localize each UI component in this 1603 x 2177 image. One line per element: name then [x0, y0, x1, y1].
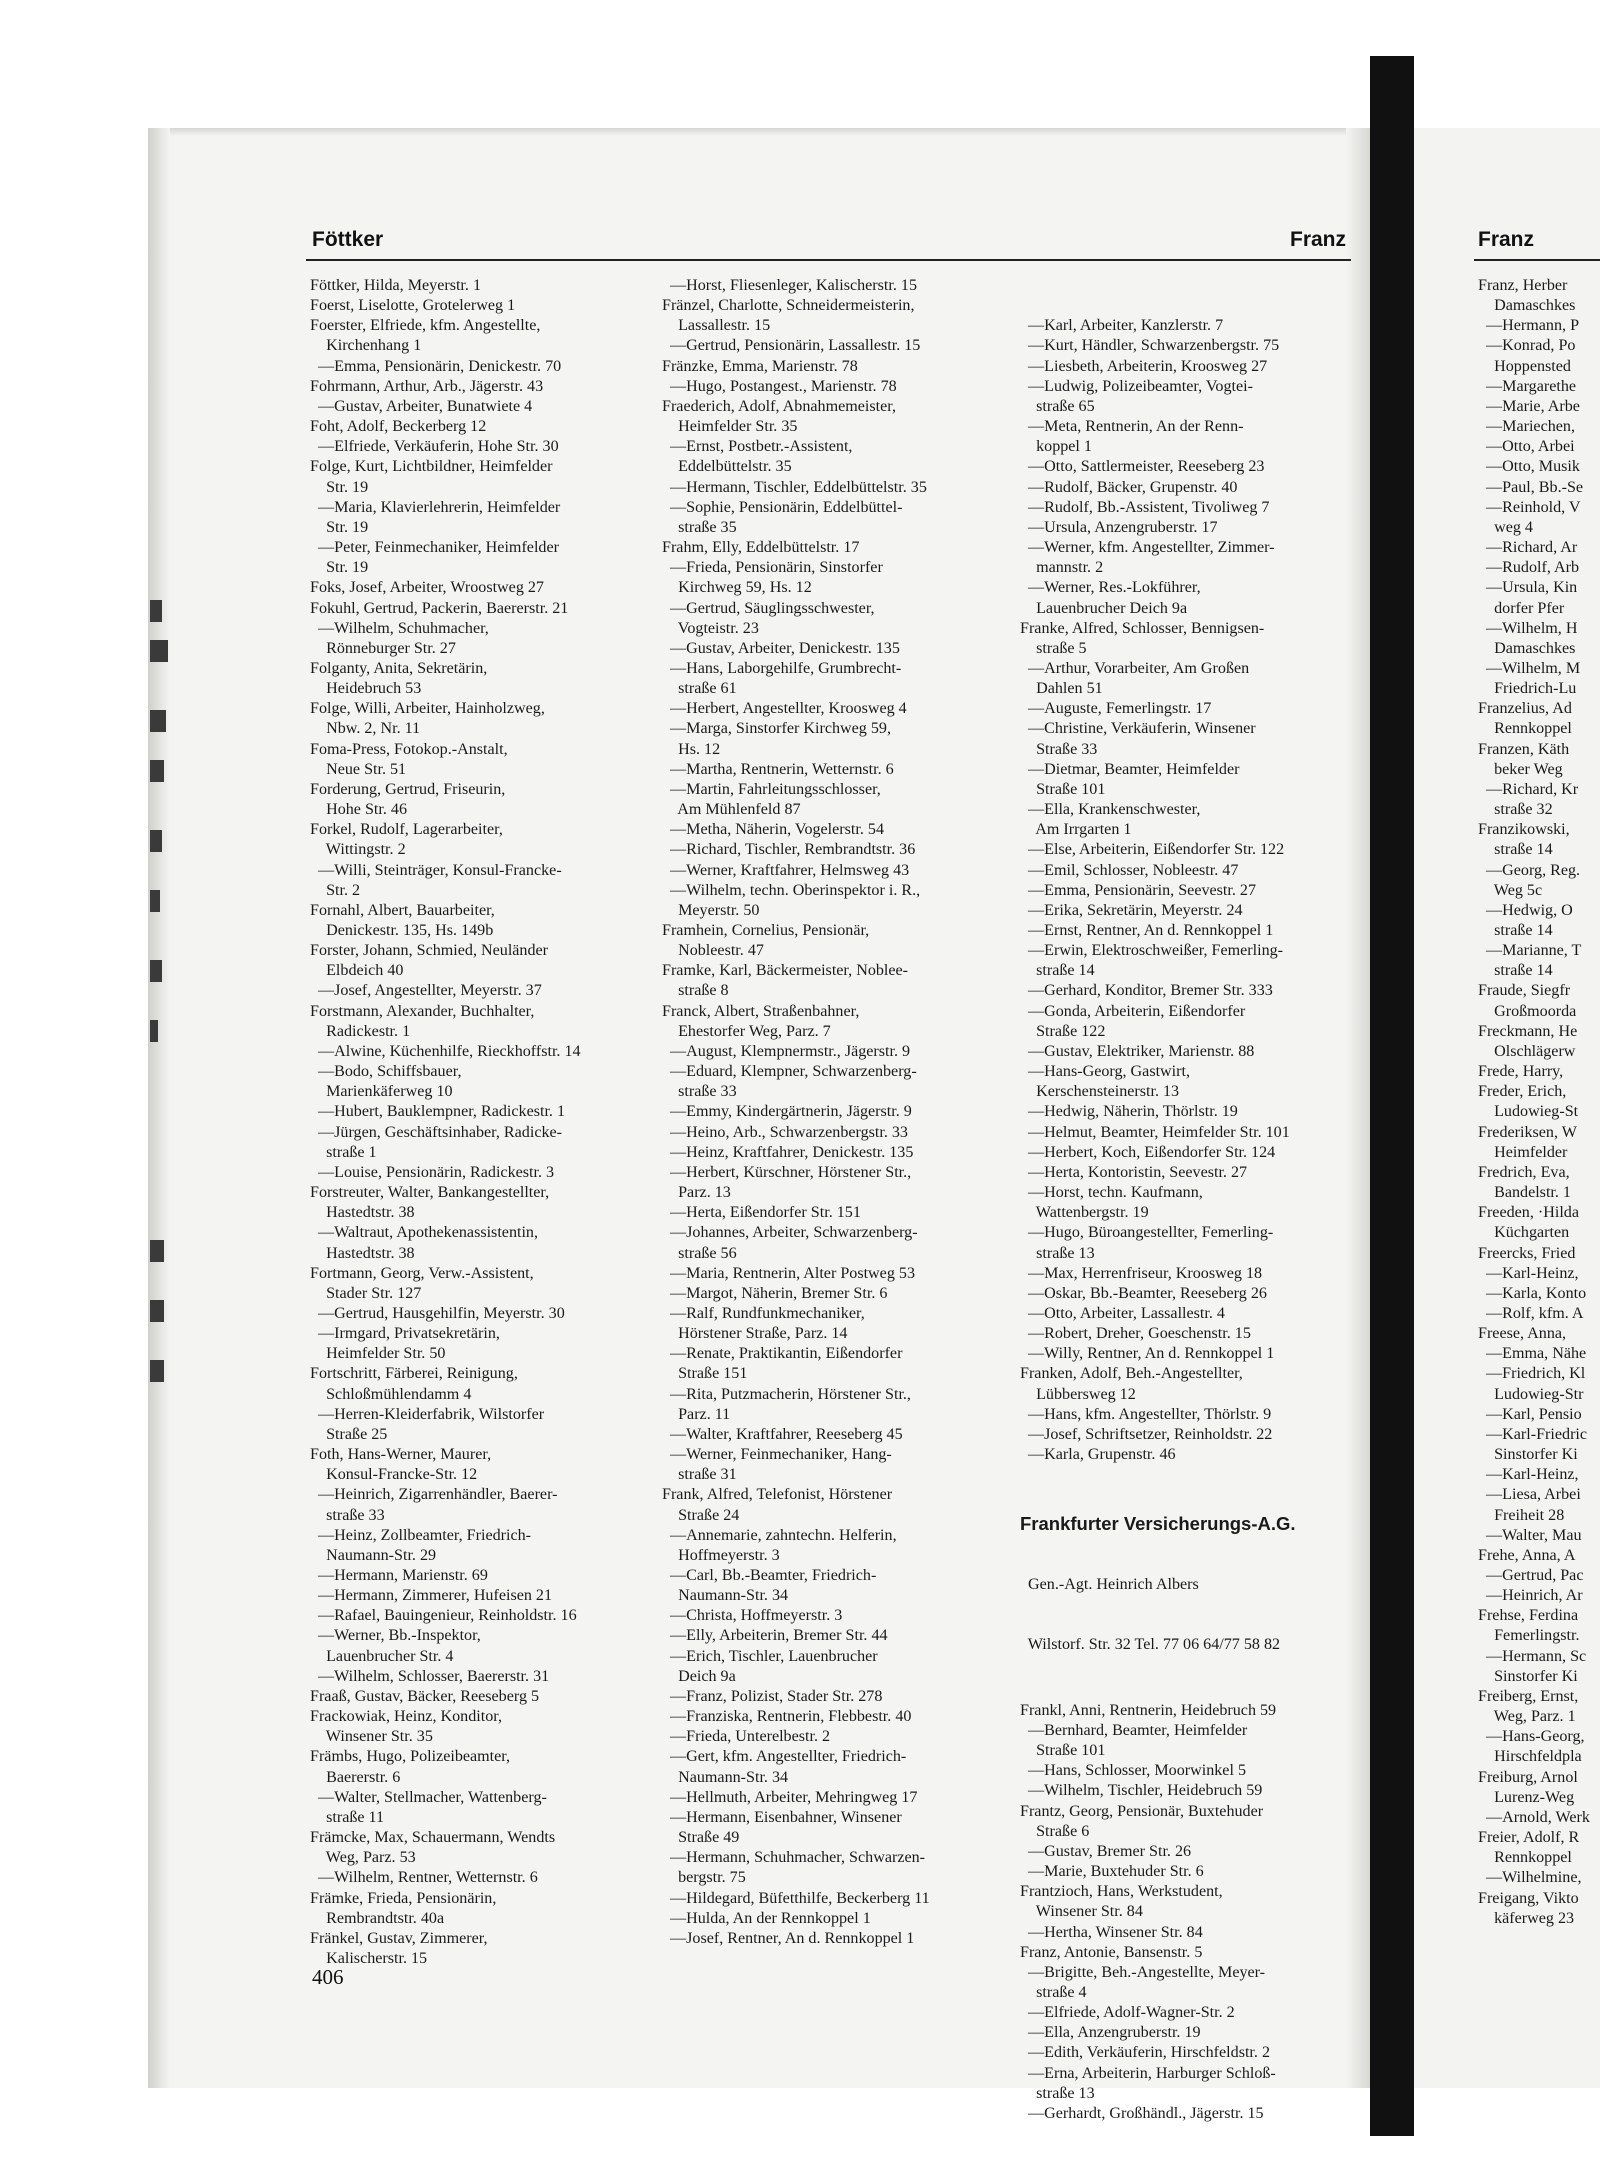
directory-column-1: Föttker, Hilda, Meyerstr. 1 Foerst, Liselotte, Grotelerweg 1 Foerster, Elfriede, kfm. Angestellte, Kirchenhang 1 —Emma, Pensionärin, Denickestr. 70 Fohrmann, Arthur, Arb., Jägerstr. 43 —Gustav, Arbeiter, Bunatwiete 4 Foht, Adolf, Beckerberg 12 —Elfriede, Verkäuferin, Hohe Str. 30 Folge, Kurt, Lichtbildner, Heimfelder Str. 19 —Maria, Klavierlehrerin, Heimfelder Str. 19 —Peter, Feinmechaniker, Heimfelder Str. 19 Foks, Josef, Arbeiter, Wroostweg 27 Fokuhl, Gertrud, Packerin, Baererstr. 21 —Wilhelm, Schuhmacher, Rönneburger Str. 27 Folganty, Anita, Sekretärin, Heidebruch 53 Folge, Willi, Arbeiter, Hainholzweg, Nbw. 2, Nr. 11 Foma-Press, Fotokop.-Anstalt, Neue Str. 51 Forderung, Gertrud, Friseurin, Hohe Str. 46 Forkel, Rudolf, Lagerarbeiter, Wittingstr. 2 —Willi, Steinträger, Konsul-Francke- Str. 2 Fornahl, Albert, Bauarbeiter, Denickestr. 135, Hs. 149b Forster, Johann, Schmied, Neuländer Elbdeich 40 —Josef, Angestellter, Meyerstr. 37 Forstmann, Alexander, Buchhalter, Radickestr. 1 —Alwine, Küchenhilfe, Rieckhoffstr. 14 —Bodo, Schiffsbauer, Marienkäferweg 10 —Hubert, Bauklempner, Radickestr. 1 —Jürgen, Geschäftsinhaber, Radicke- straße 1 —Louise, Pensionärin, Radickestr. 3 Forstreuter, Walter, Bankangestellter, Hastedtstr. 38 —Waltraut, Apothekenassistentin, Hastedtstr. 38 Fortmann, Georg, Verw.-Assistent, Stader Str. 127 —Gertrud, Hausgehilfin, Meyerstr. 30 —Irmgard, Privatsekretärin, Heimfelder Str. 50 Fortschritt, Färberei, Reinigung, Schloßmühlendamm 4 —Herren-Kleiderfabrik, Wilstorfer Straße 25 Foth, Hans-Werner, Maurer, Konsul-Francke-Str. 12 —Heinrich, Zigarrenhändler, Baerer- straße 33 —Heinz, Zollbeamter, Friedrich- Naumann-Str. 29 —Hermann, Marienstr. 69 —Hermann, Zimmerer, Hufeisen 21 —Rafael, Bauingenieur, Reinholdstr. 16 —Werner, Bb.-Inspektor, Lauenbrucher Str. 4 —Wilhelm, Schlosser, Baererstr. 31 Fraaß, Gustav, Bäcker, Reeseberg 5 Frackowiak, Heinz, Konditor, Winsener Str. 35 Främbs, Hugo, Polizeibeamter, Baererstr. 6 —Walter, Stellmacher, Wattenberg- straße 11 Främcke, Max, Schauermann, Wendts Weg, Parz. 53 —Wilhelm, Rentner, Wetternstr. 6 Främke, Frieda, Pensionärin, Rembrandtstr. 40a Fränkel, Gustav, Zimmerer, Kalischerstr. 15	[310, 277, 581, 1967]
binding-mark	[150, 600, 162, 622]
header-rule	[306, 259, 1351, 261]
header-rule-facing	[1474, 259, 1600, 261]
binding-mark	[150, 710, 166, 732]
directory-entries-top: —Karl, Arbeiter, Kanzlerstr. 7 —Kurt, Händler, Schwarzenbergstr. 75 —Liesbeth, Arbeiterin, Kroosweg 27 —Ludwig, Polizeibeamter, Vogtei- straße 65 —Meta, Rentnerin, An der Renn- koppel 1 —Otto, Sattlermeister, Reeseberg 23 —Rudolf, Bäcker, Grupenstr. 40 —Rudolf, Bb.-Assistent, Tivoliweg 7 —Ursula, Anzengruberstr. 17 —Werner, kfm. Angestellter, Zimmer- mannstr. 2 —Werner, Res.-Lokführer, Lauenbrucher Deich 9a Franke, Alfred, Schlosser, Bennigsen- straße 5 —Arthur, Vorarbeiter, Am Großen Dahlen 51 —Auguste, Femerlingstr. 17 —Christine, Verkäuferin, Winsener Straße 33 —Dietmar, Beamter, Heimfelder Straße 101 —Ella, Krankenschwester, Am Irrgarten 1 —Else, Arbeiterin, Eißendorfer Str. 122 —Emil, Schlosser, Nobleestr. 47 —Emma, Pensionärin, Seevestr. 27 —Erika, Sekretärin, Meyerstr. 24 —Ernst, Rentner, An d. Rennkoppel 1 —Erwin, Elektroschweißer, Femerling- straße 14 —Gerhard, Konditor, Bremer Str. 333 —Gonda, Arbeiterin, Eißendorfer Straße 122 —Gustav, Elektriker, Marienstr. 88 —Hans-Georg, Gastwirt, Kerschensteinerstr. 13 —Hedwig, Näherin, Thörlstr. 19 —Helmut, Beamter, Heimfelder Str. 101 —Herbert, Koch, Eißendorfer Str. 124 —Herta, Kontoristin, Seevestr. 27 —Horst, techn. Kaufmann, Wattenbergstr. 19 —Hugo, Büroangestellter, Femerling- straße 13 —Max, Herrenfriseur, Kroosweg 18 —Oskar, Bb.-Beamter, Reeseberg 26 —Otto, Arbeiter, Lassallestr. 4 —Robert, Dreher, Goeschenstr. 15 —Willy, Rentner, An d. Rennkoppel 1 Franken, Adolf, Beh.-Angestellter, Lübbersweg 12 —Hans, kfm. Angestellter, Thörlstr. 9 —Josef, Schriftsetzer, Reinholdstr. 22 —Karla, Grupenstr. 46	[1020, 317, 1290, 1464]
directory-entries-bottom: Frankl, Anni, Rentnerin, Heidebruch 59 —Bernhard, Beamter, Heimfelder Straße 101 —Hans, Schlosser, Moorwinkel 5 —Wilhelm, Tischler, Heidebruch 59 Frantz, Georg, Pensionär, Buxtehuder Straße 6 —Gustav, Bremer Str. 26 —Marie, Buxtehuder Str. 6 Frantzioch, Hans, Werkstudent, Winsener Str. 84 —Hertha, Winsener Str. 84 Franz, Antonie, Bansenstr. 5 —Brigitte, Beh.-Angestellte, Meyer- straße 4 —Elfriede, Adolf-Wagner-Str. 2 —Ella, Anzengruberstr. 19 —Edith, Verkäuferin, Hirschfeldstr. 2 —Erna, Arbeiterin, Harburger Schloß- straße 13 —Gerhardt, Großhändl., Jägerstr. 15	[1020, 1701, 1277, 2122]
binding-mark	[150, 960, 162, 982]
advertisement-line-1: Gen.-Agt. Heinrich Albers	[1020, 1575, 1199, 1593]
facing-page-column: Franz, Herber Damaschkes —Hermann, P —Konrad, Po Hoppensted —Margarethe —Marie, Arbe —Mariechen, —Otto, Arbei —Otto, Musik —Paul, Bb.-Se —Reinhold, V weg 4 —Richard, Ar —Rudolf, Arb —Ursula, Kin dorfer Pfer —Wilhelm, H Damaschkes —Wilhelm, M Friedrich-Lu Franzelius, Ad Rennkoppel Franzen, Käth beker Weg —Richard, Kr straße 32 Franzikowski, straße 14 —Georg, Reg. Weg 5c —Hedwig, O straße 14 —Marianne, T straße 14 Fraude, Siegfr Großmoorda Freckmann, He Olschlägerw Frede, Harry, Freder, Erich, Ludowieg-St Frederiksen, W Heimfelder Fredrich, Eva, Bandelstr. 1 Freeden, ·Hilda Küchgarten Freercks, Fried —Karl-Heinz, —Karla, Konto —Rolf, kfm. A Freese, Anna, —Emma, Nähe —Friedrich, Kl Ludowieg-Str —Karl, Pensio —Karl-Friedric Sinstorfer Ki —Karl-Heinz, —Liesa, Arbei Freiheit 28 —Walter, Mau Frehe, Anna, A —Gertrud, Pac —Heinrich, Ar Frehse, Ferdina Femerlingstr. —Hermann, Sc Sinstorfer Ki Freiberg, Ernst, Weg, Parz. 1 —Hans-Georg, Hirschfeldpla Freiburg, Arnol Lurenz-Weg —Arnold, Werk Freier, Adolf, R Rennkoppel —Wilhelmine, Freigang, Vikto käferweg 23	[1478, 277, 1590, 1927]
directory-column-2: —Horst, Fliesenleger, Kalischerstr. 15 Fränzel, Charlotte, Schneidermeisterin, Lassallestr. 15 —Gertrud, Pensionärin, Lassallestr. 15 Fränzke, Emma, Marienstr. 78 —Hugo, Postangest., Marienstr. 78 Fraederich, Adolf, Abnahmemeister, Heimfelder Str. 35 —Ernst, Postbetr.-Assistent, Eddelbüttelstr. 35 —Hermann, Tischler, Eddelbüttelstr. 35 —Sophie, Pensionärin, Eddelbüttel- straße 35 Frahm, Elly, Eddelbüttelstr. 17 —Frieda, Pensionärin, Sinstorfer Kirchweg 59, Hs. 12 —Gertrud, Säuglingsschwester, Vogteistr. 23 —Gustav, Arbeiter, Denickestr. 135 —Hans, Laborgehilfe, Grumbrecht- straße 61 —Herbert, Angestellter, Kroosweg 4 —Marga, Sinstorfer Kirchweg 59, Hs. 12 —Martha, Rentnerin, Wetternstr. 6 —Martin, Fahrleitungsschlosser, Am Mühlenfeld 87 —Metha, Näherin, Vogelerstr. 54 —Richard, Tischler, Rembrandtstr. 36 —Werner, Kraftfahrer, Helmsweg 43 —Wilhelm, techn. Oberinspektor i. R., Meyerstr. 50 Framhein, Cornelius, Pensionär, Nobleestr. 47 Framke, Karl, Bäckermeister, Noblee- straße 8 Franck, Albert, Straßenbahner, Ehestorfer Weg, Parz. 7 —August, Klempnermstr., Jägerstr. 9 —Eduard, Klempner, Schwarzenberg- straße 33 —Emmy, Kindergärtnerin, Jägerstr. 9 —Heino, Arb., Schwarzenbergstr. 33 —Heinz, Kraftfahrer, Denickestr. 135 —Herbert, Kürschner, Hörstener Str., Parz. 13 —Herta, Eißendorfer Str. 151 —Johannes, Arbeiter, Schwarzenberg- straße 56 —Maria, Rentnerin, Alter Postweg 53 —Margot, Näherin, Bremer Str. 6 —Ralf, Rundfunkmechaniker, Hörstener Straße, Parz. 14 —Renate, Praktikantin, Eißendorfer Straße 151 —Rita, Putzmacherin, Hörstener Str., Parz. 11 —Walter, Kraftfahrer, Reeseberg 45 —Werner, Feinmechaniker, Hang- straße 31 Frank, Alfred, Telefonist, Hörstener Straße 24 —Annemarie, zahntechn. Helferin, Hoffmeyerstr. 3 —Carl, Bb.-Beamter, Friedrich- Naumann-Str. 34 —Christa, Hoffmeyerstr. 3 —Elly, Arbeiterin, Bremer Str. 44 —Erich, Tischler, Lauenbrucher Deich 9a —Franz, Polizist, Stader Str. 278 —Franziska, Rentnerin, Flebbestr. 40 —Frieda, Unterelbestr. 2 —Gert, kfm. Angestellter, Friedrich- Naumann-Str. 34 —Hellmuth, Arbeiter, Mehringweg 17 —Hermann, Eisenbahner, Winsener Straße 49 —Hermann, Schuhmacher, Schwarzen- bergstr. 75 —Hildegard, Büfetthilfe, Beckerberg 11 —Hulda, An der Rennkoppel 1 —Josef, Rentner, An d. Rennkoppel 1	[662, 277, 930, 1947]
binding-mark	[150, 1360, 164, 1382]
page-top-shadow	[148, 128, 1378, 136]
running-head-left: Föttker	[312, 228, 384, 251]
binding-mark	[150, 830, 162, 852]
running-head-facing: Franz	[1478, 228, 1535, 251]
binding-mark	[150, 760, 164, 782]
binding-mark	[150, 1300, 164, 1322]
binding-mark	[150, 1240, 164, 1262]
running-head-right: Franz	[1290, 228, 1347, 251]
directory-column-3	[1020, 276, 1355, 2122]
binding-marks	[150, 600, 180, 1420]
binding-mark	[150, 890, 160, 912]
advertisement-line-2: Wilstorf. Str. 32 Tel. 77 06 64/77 58 82	[1020, 1636, 1281, 1654]
advertisement-title: Frankfurter Versicherungs-A.G.	[1020, 1512, 1296, 1534]
page-number: 406	[312, 1965, 344, 1989]
book-gutter	[1370, 56, 1414, 2136]
binding-mark	[150, 640, 168, 662]
binding-mark	[150, 1020, 158, 1042]
